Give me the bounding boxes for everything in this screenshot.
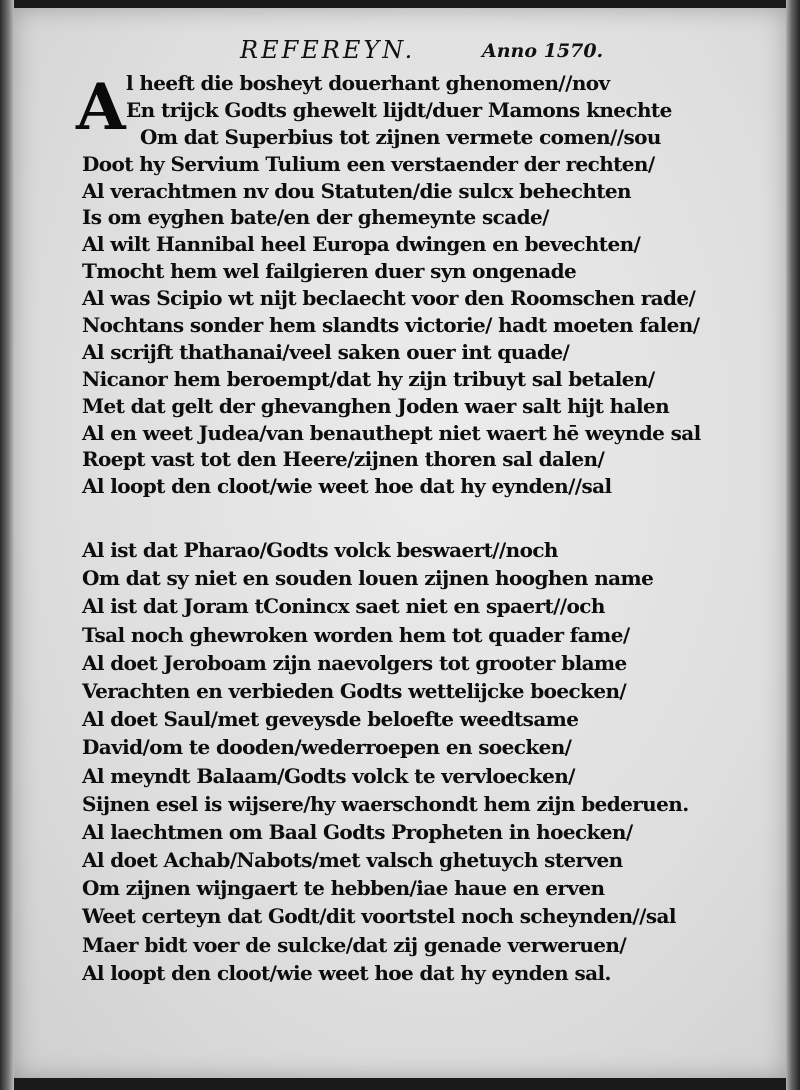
verse-line: Met dat gelt der ghevanghen Joden waer salt hijt halen	[82, 393, 670, 418]
page-edge-right	[786, 0, 800, 1090]
verse-line: Al en weet Judea/van benauthept niet waert hē weynde sal	[82, 420, 701, 445]
page-title: REFEREYN.	[240, 36, 416, 64]
verse-line: Om dat Superbius tot zijnen vermete comen//sou	[140, 124, 661, 149]
verse-line: Al doet Jeroboam zijn naevolgers tot grooter blame	[82, 650, 627, 675]
verse-line: Tsal noch ghewroken worden hem tot quader fame/	[82, 622, 630, 647]
verse-line: Is om eyghen bate/en der ghemeynte scade/	[82, 205, 549, 230]
page-header	[14, 36, 786, 72]
stanza-2	[82, 536, 772, 987]
book-page	[14, 8, 786, 1078]
verse-line: En trijck Godts ghewelt lijdt/duer Mamons knechte	[126, 97, 672, 122]
verse-line: Al verachtmen nv dou Statuten/die sulcx behechten	[82, 178, 631, 203]
verse-line: Al doet Achab/Nabots/met valsch ghetuych sterven	[82, 848, 623, 873]
verse-line: Al meyndt Balaam/Godts volck te vervloecken/	[82, 763, 575, 788]
verse-line: Al wilt Hannibal heel Europa dwingen en bevechten/	[82, 232, 641, 257]
verse-line: Al ist dat Joram tConincx saet niet en spaert//och	[82, 594, 605, 619]
verse-line: David/om te dooden/wederroepen en soecken/	[82, 735, 572, 760]
verse-line: Nochtans sonder hem slandts victorie/ hadt moeten falen/	[82, 313, 700, 338]
verse-line: Al was Scipio wt nijt beclaecht voor den Roomschen rade/	[82, 286, 696, 311]
verse-line: Sijnen esel is wijsere/hy waerschondt hem zijn bederuen.	[82, 791, 689, 816]
page-year: Anno 1570.	[482, 40, 604, 62]
verse-line: Maer bidt voer de sulcke/dat zij genade verweruen/	[82, 932, 627, 957]
verse-line: Al loopt den cloot/wie weet hoe dat hy eynden sal.	[82, 960, 611, 985]
verse-line: Al ist dat Pharao/Godts volck beswaert//noch	[82, 538, 558, 562]
verse-line: Nicanor hem beroempt/dat hy zijn tribuyt sal betalen/	[82, 366, 655, 391]
verse-line: Om dat sy niet en souden louen zijnen hooghen name	[82, 566, 654, 591]
verse-line: l heeft die bosheyt douerhant ghenomen//nov	[126, 71, 610, 95]
verse-line: Roept vast tot den Heere/zijnen thoren sal dalen/	[82, 447, 605, 472]
verse-line: Al laechtmen om Baal Godts Propheten in hoecken/	[82, 819, 633, 844]
drop-cap-initial: A	[76, 70, 126, 145]
verse-line: Al loopt den cloot/wie weet hoe dat hy eynden//sal	[82, 474, 612, 499]
book-gutter-left	[0, 0, 14, 1090]
stanza-1	[76, 70, 772, 500]
verse-line: Doot hy Servium Tulium een verstaender der rechten/	[82, 151, 655, 176]
verse-line: Al doet Saul/met geveysde beloefte weedtsame	[82, 707, 579, 732]
verse-line: Tmocht hem wel failgieren duer syn ongenade	[82, 259, 577, 284]
verse-line: Verachten en verbieden Godts wettelijcke boecken/	[82, 678, 627, 703]
verse-line: Weet certeyn dat Godt/dit voortstel noch scheynden//sal	[82, 904, 676, 929]
verse-line: Al scrijft thathanai/veel saken ouer int quade/	[82, 339, 570, 364]
verse-line: Om zijnen wijngaert te hebben/iae haue en erven	[82, 876, 605, 901]
